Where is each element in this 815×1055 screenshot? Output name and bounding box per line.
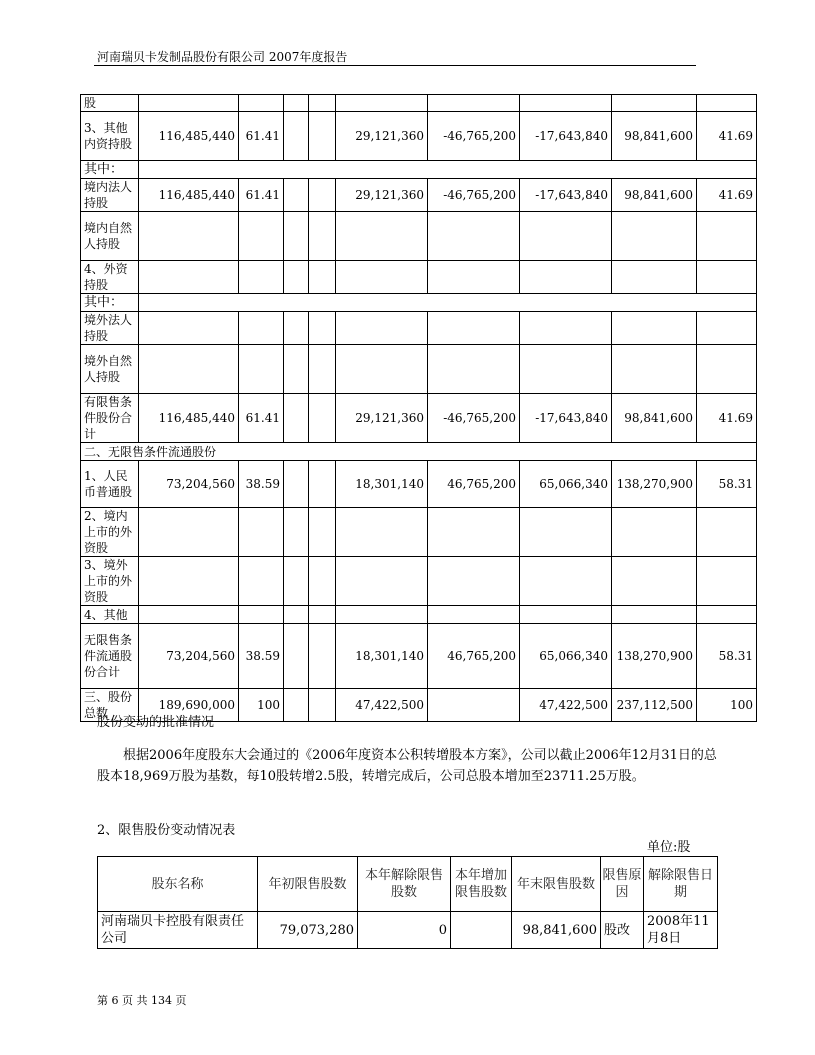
value-cell (428, 261, 520, 294)
row-label: 境外自然人持股 (81, 345, 139, 394)
value-cell (284, 461, 309, 508)
value-cell (612, 312, 697, 345)
value-cell (428, 345, 520, 394)
row-label: 三、股份总数 (81, 689, 139, 722)
value-cell (309, 95, 336, 112)
value-cell (139, 95, 239, 112)
value-cell (612, 261, 697, 294)
value-cell: 41.69 (697, 179, 757, 212)
value-cell (309, 461, 336, 508)
value-cell (239, 557, 284, 606)
value-cell (428, 95, 520, 112)
value-cell: -17,643,840 (520, 112, 612, 161)
column-header: 年初限售股数 (258, 857, 358, 912)
table-row (81, 261, 757, 294)
value-cell: -46,765,200 (428, 112, 520, 161)
value-cell (239, 261, 284, 294)
table-row (81, 212, 757, 261)
value-cell (697, 345, 757, 394)
value-cell: 65,066,340 (520, 624, 612, 689)
value-cell (520, 312, 612, 345)
value-cell: 138,270,900 (612, 624, 697, 689)
value-cell (612, 345, 697, 394)
column-header: 限售原因 (601, 857, 644, 912)
value-cell: 41.69 (697, 112, 757, 161)
table-cell: 79,073,280 (258, 912, 358, 949)
value-cell (284, 112, 309, 161)
value-cell (336, 312, 428, 345)
approval-paragraph: 根据2006年度股东大会通过的《2006年度资本公积转增股本方案》，公司以截止2006年12月31日的总股本18,969万股为基数，每10股转增2.5股，转增完成后，公司总股本增加至23711.25万股。 (97, 748, 717, 784)
header-rule (94, 65, 696, 66)
table-cell: 98,841,600 (512, 912, 601, 949)
row-label: 其中： (81, 161, 139, 179)
table-row (81, 179, 757, 212)
value-cell (284, 179, 309, 212)
row-label: 1、人民币普通股 (81, 461, 139, 508)
value-cell (139, 557, 239, 606)
value-cell (520, 508, 612, 557)
value-cell (309, 689, 336, 722)
value-cell: 29,121,360 (336, 179, 428, 212)
value-cell (309, 212, 336, 261)
value-cell: 237,112,500 (612, 689, 697, 722)
value-cell: 18,301,140 (336, 461, 428, 508)
value-cell (309, 261, 336, 294)
value-cell (697, 557, 757, 606)
value-cell (284, 394, 309, 443)
value-cell (697, 508, 757, 557)
value-cell (239, 95, 284, 112)
value-cell (284, 557, 309, 606)
row-label: 有限售条件股份合计 (81, 394, 139, 443)
value-cell: 38.59 (239, 461, 284, 508)
value-cell (520, 95, 612, 112)
value-cell (336, 508, 428, 557)
row-label: 境外法人持股 (81, 312, 139, 345)
value-cell: 18,301,140 (336, 624, 428, 689)
row-label: 境内法人持股 (81, 179, 139, 212)
value-cell (139, 312, 239, 345)
value-cell (284, 606, 309, 624)
table-row (81, 508, 757, 557)
value-cell: 61.41 (239, 179, 284, 212)
value-cell (428, 212, 520, 261)
table-row (81, 345, 757, 394)
value-cell: 116,485,440 (139, 112, 239, 161)
value-cell (309, 394, 336, 443)
value-cell: 61.41 (239, 112, 284, 161)
column-header: 股东名称 (98, 857, 258, 912)
value-cell: 58.31 (697, 461, 757, 508)
restricted-shares-table (97, 856, 718, 949)
value-cell: 65,066,340 (520, 461, 612, 508)
value-cell: 138,270,900 (612, 461, 697, 508)
page-footer: 第 6 页 共 134 页 (97, 994, 187, 1007)
value-cell (612, 606, 697, 624)
value-cell (428, 508, 520, 557)
value-cell: 29,121,360 (336, 394, 428, 443)
table-cell: 股改 (601, 912, 644, 949)
value-cell (139, 508, 239, 557)
value-cell: 73,204,560 (139, 461, 239, 508)
value-cell: 100 (239, 689, 284, 722)
value-cell (139, 261, 239, 294)
value-cell (697, 95, 757, 112)
row-label: 其中： (81, 294, 139, 312)
value-cell (284, 345, 309, 394)
value-cell: 116,485,440 (139, 394, 239, 443)
value-cell (520, 606, 612, 624)
table-cell (451, 912, 512, 949)
value-cell: 29,121,360 (336, 112, 428, 161)
value-cell (336, 212, 428, 261)
value-cell (239, 606, 284, 624)
row-label: 无限售条件流通股份合计 (81, 624, 139, 689)
column-header: 年末限售股数 (512, 857, 601, 912)
approval-title: 股份变动的批准情况 (97, 715, 215, 730)
value-cell (336, 557, 428, 606)
value-cell: 47,422,500 (336, 689, 428, 722)
value-cell (239, 508, 284, 557)
table-row (81, 394, 757, 443)
value-cell (612, 212, 697, 261)
value-cell (612, 508, 697, 557)
unit-label: 单位:股 (647, 840, 691, 855)
value-cell (697, 261, 757, 294)
table-cell: 河南瑞贝卡控股有限责任公司 (98, 912, 258, 949)
value-cell (520, 557, 612, 606)
value-cell (309, 112, 336, 161)
value-cell (428, 689, 520, 722)
value-cell (284, 508, 309, 557)
value-cell (336, 345, 428, 394)
value-cell: -46,765,200 (428, 394, 520, 443)
row-label: 2、境内上市的外资股 (81, 508, 139, 557)
table-cell: 0 (358, 912, 451, 949)
share-change-table (80, 94, 757, 722)
value-cell: 46,765,200 (428, 461, 520, 508)
table-row (81, 95, 757, 112)
value-cell (284, 312, 309, 345)
value-cell (309, 345, 336, 394)
table-row (98, 912, 718, 949)
value-cell: 61.41 (239, 394, 284, 443)
value-cell (428, 606, 520, 624)
table-cell: 2008年11月8日 (644, 912, 718, 949)
row-label: 3、其他内资持股 (81, 112, 139, 161)
page-header: 河南瑞贝卡发制品股份有限公司 2007年度报告 (97, 50, 348, 64)
value-cell: 98,841,600 (612, 179, 697, 212)
value-cell: 47,422,500 (520, 689, 612, 722)
value-cell: 98,841,600 (612, 112, 697, 161)
value-cell (309, 557, 336, 606)
value-cell (309, 624, 336, 689)
value-cell (428, 312, 520, 345)
row-label: 股 (81, 95, 139, 112)
value-cell: 38.59 (239, 624, 284, 689)
value-cell (428, 557, 520, 606)
column-header: 解除限售日期 (644, 857, 718, 912)
value-cell (697, 606, 757, 624)
value-cell (239, 212, 284, 261)
table-row (81, 624, 757, 689)
value-cell (284, 624, 309, 689)
value-cell: 46,765,200 (428, 624, 520, 689)
value-cell: -17,643,840 (520, 179, 612, 212)
table-row (81, 606, 757, 624)
section2-title: 2、限售股份变动情况表 (97, 823, 236, 838)
value-cell: -46,765,200 (428, 179, 520, 212)
value-cell: -17,643,840 (520, 394, 612, 443)
column-header: 本年解除限售股数 (358, 857, 451, 912)
value-cell (336, 261, 428, 294)
value-cell (284, 212, 309, 261)
value-cell (309, 312, 336, 345)
table-row (81, 312, 757, 345)
value-cell (309, 508, 336, 557)
empty-cell (139, 161, 757, 179)
value-cell (520, 212, 612, 261)
value-cell (139, 345, 239, 394)
value-cell: 41.69 (697, 394, 757, 443)
table-row (81, 443, 757, 461)
row-label: 境内自然人持股 (81, 212, 139, 261)
value-cell (336, 95, 428, 112)
value-cell (697, 312, 757, 345)
value-cell (284, 95, 309, 112)
row-label: 4、其他 (81, 606, 139, 624)
value-cell: 189,690,000 (139, 689, 239, 722)
table-row (81, 461, 757, 508)
value-cell: 116,485,440 (139, 179, 239, 212)
empty-cell (139, 294, 757, 312)
value-cell (139, 606, 239, 624)
value-cell: 73,204,560 (139, 624, 239, 689)
value-cell (612, 95, 697, 112)
value-cell (697, 212, 757, 261)
value-cell (336, 606, 428, 624)
value-cell (309, 179, 336, 212)
value-cell: 98,841,600 (612, 394, 697, 443)
value-cell (612, 557, 697, 606)
value-cell (284, 261, 309, 294)
row-label: 3、境外上市的外资股 (81, 557, 139, 606)
table-row (81, 557, 757, 606)
table-row (81, 112, 757, 161)
table-row (81, 161, 757, 179)
row-label: 二、无限售条件流通股份 (81, 443, 757, 461)
value-cell (520, 261, 612, 294)
value-cell (520, 345, 612, 394)
column-header: 本年增加限售股数 (451, 857, 512, 912)
value-cell (239, 312, 284, 345)
value-cell (139, 212, 239, 261)
value-cell (309, 606, 336, 624)
value-cell (239, 345, 284, 394)
table-row (81, 294, 757, 312)
row-label: 4、外资持股 (81, 261, 139, 294)
value-cell (284, 689, 309, 722)
value-cell: 100 (697, 689, 757, 722)
value-cell: 58.31 (697, 624, 757, 689)
